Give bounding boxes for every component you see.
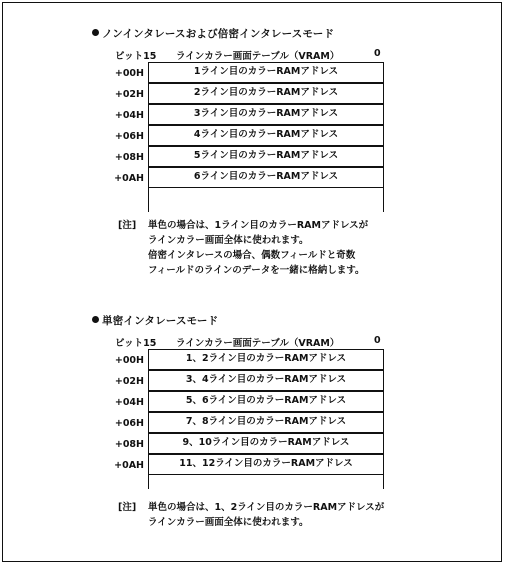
section2-row: 9、10ライン目のカラーRAMアドレス — [148, 433, 384, 454]
section1-offset: +02H — [114, 89, 144, 100]
section1-row: 3ライン目のカラーRAMアドレス — [148, 104, 384, 125]
section1-bit15-label: ビット15 — [115, 51, 157, 62]
section2-offset: +06H — [114, 418, 144, 429]
section1-table-title: ラインカラー画面テーブル（VRAM） — [176, 51, 340, 62]
section1-row: 4ライン目のカラーRAMアドレス — [148, 125, 384, 146]
bullet-icon — [92, 29, 99, 36]
section2-bit15-label: ビット15 — [115, 338, 157, 349]
section2-offset: +08H — [114, 439, 144, 450]
section2-heading-text: 単密インタレースモード — [102, 315, 219, 327]
section1-row: 6ライン目のカラーRAMアドレス — [148, 167, 384, 188]
section1-row: 1ライン目のカラーRAMアドレス — [148, 62, 384, 83]
section2-note-tag: [注] — [118, 502, 137, 513]
section2-bit0-label: 0 — [374, 335, 381, 346]
section2-table-title: ラインカラー画面テーブル（VRAM） — [176, 338, 340, 349]
section1-heading-text: ノンインタレースおよび倍密インタレースモード — [102, 28, 335, 40]
section2-row: 5、6ライン目のカラーRAMアドレス — [148, 391, 384, 412]
section1-bit0-label: 0 — [374, 48, 381, 59]
section1-row: 5ライン目のカラーRAMアドレス — [148, 146, 384, 167]
section2-row: 7、8ライン目のカラーRAMアドレス — [148, 412, 384, 433]
section2-row: 3、4ライン目のカラーRAMアドレス — [148, 370, 384, 391]
section2-row: 11、12ライン目のカラーRAMアドレス — [148, 454, 384, 475]
section1-offset: +04H — [114, 110, 144, 121]
section2-heading — [92, 313, 218, 328]
section1-offset: +06H — [114, 131, 144, 142]
section1-note-line: フィールドのラインのデータを一緒に格納します。 — [148, 265, 365, 276]
section1-heading — [92, 26, 334, 41]
section2-offset: +0AH — [114, 460, 144, 471]
section2-note-line: 単色の場合は、1、2ライン目のカラーRAMアドレスが — [148, 502, 385, 513]
section1-offset: +08H — [114, 152, 144, 163]
section2-note-line: ラインカラー画面全体に使われます。 — [148, 517, 309, 528]
section1-note-line: ラインカラー画面全体に使われます。 — [148, 235, 309, 246]
section1-note — [118, 218, 368, 278]
section1-offset: +0AH — [114, 173, 144, 184]
section1-note-line: 倍密インタレースの場合、偶数フィールドと奇数 — [148, 250, 356, 261]
section2-offset: +04H — [114, 397, 144, 408]
section2-offset: +02H — [114, 376, 144, 387]
section1-note-tag: [注] — [118, 220, 137, 231]
bullet-icon — [92, 316, 99, 323]
section2-row: 1、2ライン目のカラーRAMアドレス — [148, 349, 384, 370]
section1-note-line: 単色の場合は、1ライン目のカラーRAMアドレスが — [148, 220, 369, 231]
section2-note — [118, 500, 384, 530]
section2-offset: +00H — [114, 355, 144, 366]
section1-row: 2ライン目のカラーRAMアドレス — [148, 83, 384, 104]
section1-offset: +00H — [114, 68, 144, 79]
